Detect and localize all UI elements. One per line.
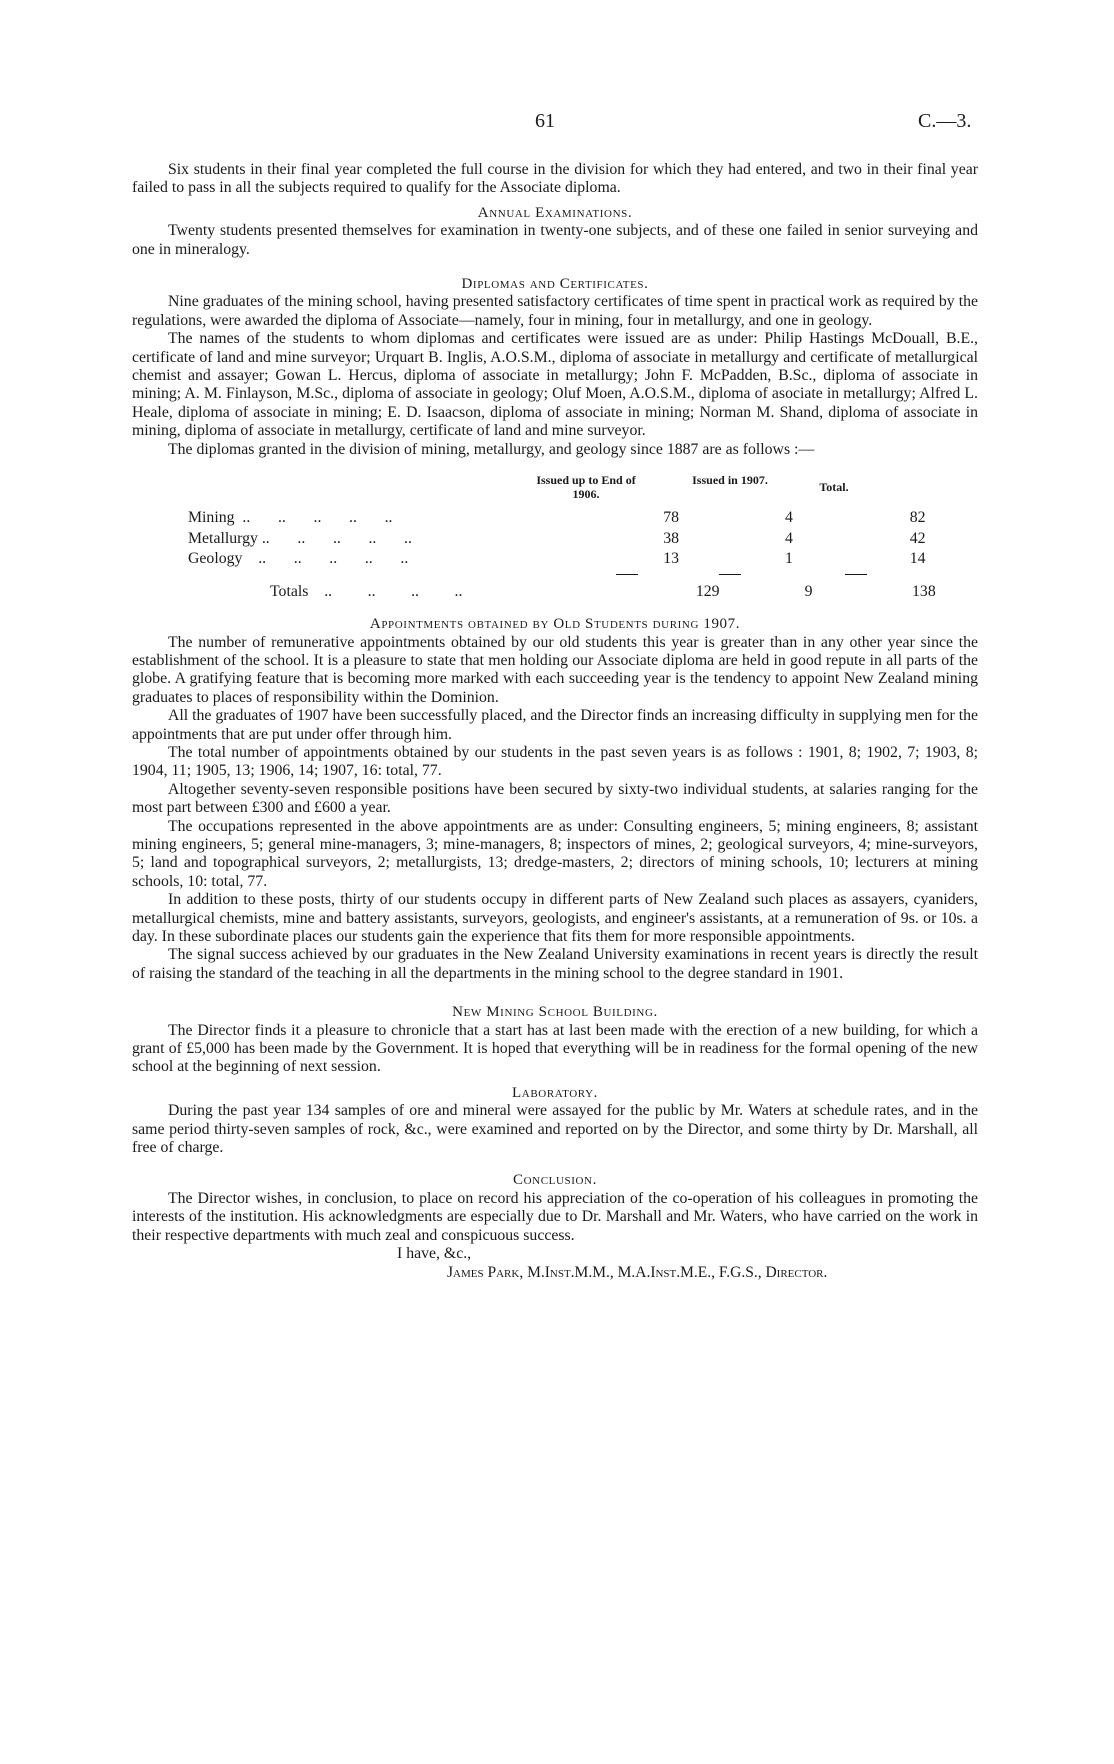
cell-issued-to: 38: [663, 529, 679, 547]
signoff-greeting: I have, &c.,: [397, 1245, 472, 1263]
row-label: Metallurgy: [188, 529, 258, 547]
row-label: Totals: [270, 582, 309, 600]
table-row-metallurgy: Metallurgy .. .. .. .. .. 38 4 42: [132, 530, 978, 551]
rule-total: [845, 574, 867, 575]
diplomas-paragraph-1: Nine graduates of the mining school, having presented satisfactory certificates of time spent in practical work as required by the regulations, were awarded the diploma of Associate—namely, four in mining, four in metallurgy, and one in geology.: [132, 293, 978, 329]
cell-total: 82: [909, 509, 926, 527]
row-label: Mining: [188, 509, 235, 527]
heading-annual-examinations: Annual Examinations.: [477, 204, 633, 221]
cell-issued-to: 78: [663, 509, 679, 527]
table-row-mining: Mining .. .. .. .. .. 78 4 82: [132, 509, 978, 530]
table-row-totals: Totals .. .. .. .. 129 9 138: [132, 583, 978, 604]
document-reference: C.—3.: [918, 110, 972, 132]
appointments-paragraph-1: The number of remunerative appointments obtained by our old students this year is greater than in any other year since the establishment of the school. It is a pleasure to state that men holding our Associate diploma are held in good repute in all parts of the globe. A gratifying feature that is becoming more marked with each succeeding year is the tendency to appoint New Zealand mining graduates to places of responsibility within the Dominion.: [132, 633, 978, 706]
rule-issued-to: [616, 574, 638, 575]
cell-total: 14: [909, 550, 926, 568]
signoff-signature: James Park, M.Inst.M.M., M.A.Inst.M.E., F.G.S., Director.: [447, 1263, 828, 1281]
col-header-issued-in: Issued in 1907.: [692, 473, 768, 488]
cell-issued-in: 1: [784, 550, 793, 568]
appointments-paragraph-6: In addition to these posts, thirty of our students occupy in different parts of New Zealand such places as assayers, cyaniders, metallurgical chemists, mine and battery assistants, surveyors, geologists, and engineer's assistants, at a remuneration of 9s. or 10s. a day. In these subordinate places our students gain the experience that fits them for more responsible appointments.: [132, 891, 978, 945]
appointments-paragraph-2: All the graduates of 1907 have been successfully placed, and the Director finds an increasing difficulty in supplying men for the appointments that are put under offer through him.: [132, 707, 978, 743]
annual-exam-paragraph: Twenty students presented themselves for examination in twenty-one subjects, and of these one failed in senior surveying and one in mineralogy.: [132, 222, 978, 258]
col-header-total: Total.: [819, 480, 849, 495]
laboratory-paragraph: During the past year 134 samples of ore and mineral were assayed for the public by Mr. Waters at schedule rates, and in the same period thirty-seven samples of rock, &c., were examined and reported on by the Director, and some thirty by Dr. Marshall, all free of charge.: [132, 1102, 978, 1157]
heading-laboratory: Laboratory.: [512, 1084, 598, 1101]
cell-issued-to: 129: [695, 582, 720, 600]
conclusion-paragraph: The Director wishes, in conclusion, to place on record his appreciation of the co-operation of his colleagues in promoting the interests of the institution. His acknowledgments are especially due to Dr. Marshall and Mr. Waters, who have carried on the work in their respective departments with much zeal and conspicuous success.: [132, 1189, 978, 1244]
table-total-rules: [132, 571, 978, 581]
appointments-paragraph-3: The total number of appointments obtained by our students in the past seven years is as follows : 1901, 8; 1902, 7; 1903, 8; 1904, 11; 1905, 13; 1906, 14; 1907, 16: total, 77.: [132, 743, 978, 780]
diplomas-paragraph-3: The diplomas granted in the division of mining, metallurgy, and geology since 1887 are as follows :—: [168, 440, 815, 458]
building-paragraph: The Director finds it a pleasure to chronicle that a start has at last been made with the erection of a new building, for which a grant of £5,000 has been made by the Government. It is hoped that everything will be in readiness for the formal opening of the new school at the beginning of next session.: [132, 1021, 978, 1076]
intro-paragraph: Six students in their final year completed the full course in the division for which they had entered, and two in their final year failed to pass in all the subjects required to qualify for the Associate diploma.: [132, 161, 978, 197]
col-header-issued-to: Issued up to End of 1906.: [536, 473, 636, 502]
page-number: 61: [535, 110, 555, 132]
appointments-paragraph-5: The occupations represented in the above appointments are as under: Consulting engineers, 5; mining engineers, 8; assistant mining engineers, 5; general mine-managers, 3; mine-managers, 8; inspectors of mines, 2; geological surveyors, 4; mine-surveyors, 5; land and topographical surveyors, 2; metallurgists, 13; dredge-masters, 2; directors of mining schools, 10; lecturers at mining schools, 10: total, 77.: [132, 817, 978, 890]
heading-diplomas: Diplomas and Certificates.: [461, 276, 649, 293]
body-text: [132, 161, 978, 1282]
appointments-paragraph-4: Altogether seventy-seven responsible positions have been secured by sixty-two individual students, at salaries ranging for the most part between £300 and £600 a year.: [132, 780, 978, 817]
heading-new-building: New Mining School Building.: [452, 1004, 658, 1021]
row-label: Geology: [188, 550, 243, 568]
cell-issued-in: 4: [784, 529, 793, 547]
table-row-geology: Geology .. .. .. .. .. 13 1 14: [132, 550, 978, 571]
diplomas-paragraph-2: The names of the students to whom diplomas and certificates were issued are as under: Philip Hastings McDouall, B.E., certificate of land and mine surveyor; Urquart B. Inglis, A.O.S.M., diploma of associate in metallurgy and certificate of metallurgical chemist and assayer; Gowan L. Hercus, diploma of associate in metallurgy; John F. McPadden, B.Sc., diploma of associate in mining; A. M. Finlayson, M.Sc., diploma of associate in geology; Oluf Moen, A.O.S.M., diploma of asociate in metallurgy; Alfred L. Heale, diploma of associate in mining; E. D. Isaacson, diploma of associate in mining; Norman M. Shand, diploma of associate in mining, diploma of associate in metallurgy, certificate of land and mine surveyor.: [132, 330, 978, 440]
cell-issued-to: 13: [663, 550, 679, 568]
cell-total: 42: [909, 529, 926, 547]
rule-issued-in: [719, 574, 741, 575]
table-header: [132, 473, 978, 509]
heading-conclusion: Conclusion.: [513, 1172, 597, 1189]
cell-issued-in: 9: [804, 582, 813, 600]
cell-total: 138: [912, 582, 936, 600]
cell-issued-in: 4: [784, 509, 793, 527]
heading-appointments: Appointments obtained by Old Students during 1907.: [369, 616, 741, 633]
appointments-paragraph-7: The signal success achieved by our graduates in the New Zealand University examinations in recent years is directly the result of raising the standard of the teaching in all the departments in the mining school to the degree standard in 1901.: [132, 946, 978, 982]
